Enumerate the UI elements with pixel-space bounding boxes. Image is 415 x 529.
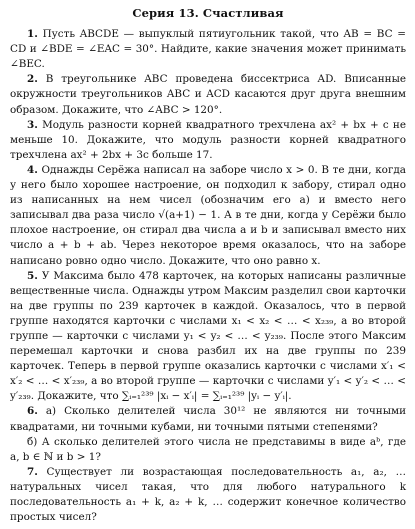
problem-text: Модуль разности корней квадратного трехчлена ax² + bx + c не меньше 10. Докажите, что модуль разности корней квадратного трехчлена ax² + 2bx + 3c больше 17. bbox=[10, 118, 406, 161]
problem-number: 5. bbox=[27, 269, 38, 282]
problem-number: 1. bbox=[27, 28, 38, 41]
problem-number: 7. bbox=[27, 465, 38, 478]
problem-number: 2. bbox=[27, 73, 38, 86]
problem-4 bbox=[10, 163, 406, 269]
problem-text: Однажды Серёжа написал на заборе число x > 0. В те дни, когда у него было хорошее настроение, он подходил к забору, стирал одно из написанных на нем чисел (обозначим его a) и вместо него записывал два раза число √(a+1) − 1. А в те дни, когда у Серёжи было плохое настроение, он стирал два числа a и b и записывал вместо них число a + b + ab. Через некоторое время оказалось, что на заборе написано ровно одно число. Докажите, что оно равно x. bbox=[10, 163, 406, 267]
problem-7 bbox=[10, 465, 406, 525]
problem-text: Пусть ABCDE — выпуклый пятиугольник такой, что AB = BC = CD и ∠BDE = ∠EAC = 30°. Найдите, какие значения может принимать ∠BEC. bbox=[10, 28, 406, 71]
page-title: Серия 13. Счастливая bbox=[132, 6, 284, 20]
problem-6b: б) А сколько делителей этого числа не представимы в виде aᵇ, где a, b ∈ ℕ и b > 1? bbox=[10, 435, 406, 463]
problem-1 bbox=[10, 27, 406, 72]
problem-text: В треугольнике ABC проведена биссектриса AD. Вписанные окружности треугольников ABC и ACD касаются друг друга внешним образом. Докажите, что ∠ABC > 120°. bbox=[10, 73, 406, 116]
problem-3 bbox=[10, 118, 406, 163]
problem-text: а) Сколько делителей числа 30¹² не являются ни точными квадратами, ни точными кубами, ни точными пятыми степенями? bbox=[10, 405, 406, 433]
problem-number: 6. bbox=[27, 405, 38, 418]
problem-2 bbox=[10, 72, 406, 117]
problem-5 bbox=[10, 269, 406, 405]
problem-number: 4. bbox=[27, 163, 38, 176]
problem-text: У Максима было 478 карточек, на которых написаны различные вещественные числа. Однажды утром Максим разделил свои карточки на две группы по 239 карточек в каждой. Оказалось, что в первой группе находятся карточки с числами x₁ < x₂ < … < x₂₃₉, а во второй группе — карточки с числами y₁ < y₂ < … < y₂₃₉. После этого Максим перемешал карточки и снова разбил их на две группы по 239 карточек. Теперь в первой группе оказались карточки с числами x′₁ < x′₂ < … < x′₂₃₉, а во второй группе — карточки с числами y′₁ < y′₂ < … < y′₂₃₉. Докажите, что ∑ᵢ₌₁²³⁹ |xᵢ − x′ᵢ| = ∑ᵢ₌₁²³⁹ |yᵢ − y′ᵢ|. bbox=[10, 269, 406, 403]
problem-number: 3. bbox=[27, 118, 38, 131]
problem-text: Существует ли возрастающая последовательность a₁, a₂, … натуральных чисел такая, что для любого натурального k последовательность a₁ + k, a₂ + k, … содержит конечное количество простых чисел? bbox=[10, 465, 406, 524]
problem-6 bbox=[10, 404, 406, 434]
